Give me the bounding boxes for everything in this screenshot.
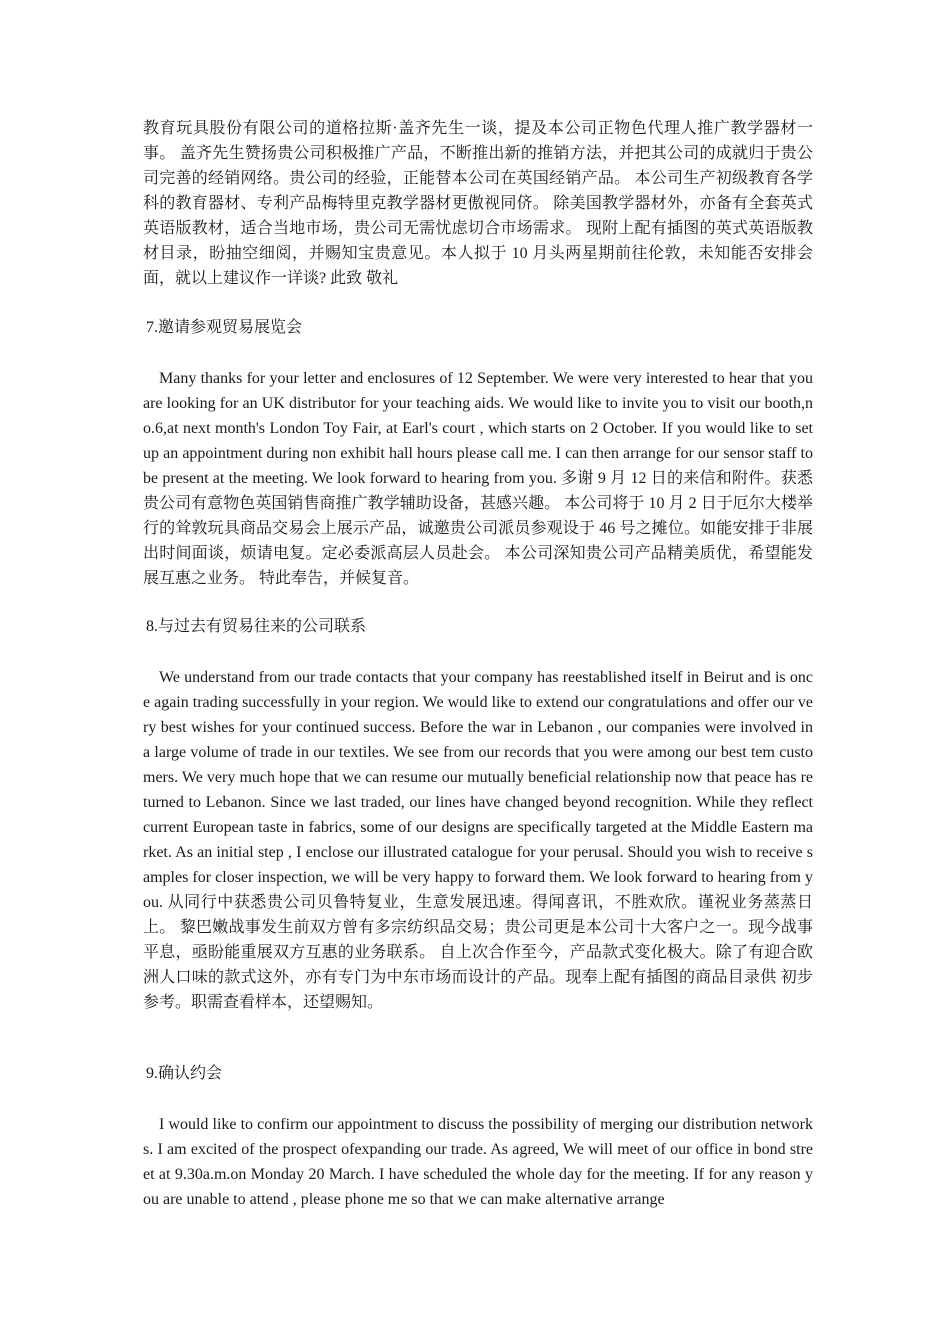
section-9-heading: 9.确认约会 xyxy=(146,1065,223,1082)
section-9-body: I would like to confirm our appointment to discuss the possibility of merging our distribution networks. I am excited of the prospect ofexpanding our trade. As agreed, We will meet of our office in bond street at 9.30a.m.on Monday 20 March. I have scheduled the whole day for the meeting. If for any reason you are unable to attend , please phone me so that we can make alternative arrange xyxy=(143,1116,813,1208)
intro-paragraph: 教育玩具股份有限公司的道格拉斯·盖齐先生一谈，提及本公司正物色代理人推广教学器材一事。 盖齐先生赞扬贵公司积极推广产品，不断推出新的推销方法，并把其公司的成就归于贵公司完善的经销网络。贵公司的经验，正能替本公司在英国经销产品。 本公司生产初级教育各学科的教育器材、专利产品梅特里克教学器材更傲视同侪。 除美国教学器材外，亦备有全套英式英语版教材，适合当地市场，贵公司无需忧虑切合市场需求。 现附上配有插图的英式英语版教材目录，盼抽空细阅，并赐知宝贵意见。本人拟于 10 月头两星期前往伦敦，未知能否安排会面，就以上建议作一详谈? 此致 敬礼 xyxy=(143,120,813,287)
section-8-heading: 8.与过去有贸易往来的公司联系 xyxy=(146,618,367,635)
section-7-body: Many thanks for your letter and enclosures of 12 September. We were very interested to hear that you are looking for an UK distributor for your teaching aids. We would like to invite you to visit our booth,no.6,at next month's London Toy Fair, at Earl's court , which starts on 2 October. If you would like to set up an appointment during non exhibit hall hours please call me. I can then arrange for our sensor staff to be present at the meeting. We look forward to hearing from you. 多谢 9 月 12 日的来信和附件。获悉贵公司有意物色英国销售商推广教学辅助设备，甚感兴趣。 本公司将于 10 月 2 日于厄尔大楼举行的耸敦玩具商品交易会上展示产品，诚邀贵公司派员参观设于 46 号之摊位。如能安排于非展出时间面谈，烦请电复。定必委派高层人员赴会。 本公司深知贵公司产品精美质优，希望能发展互惠之业务。 特此奉告，并候复音。 xyxy=(143,370,813,587)
section-8-body: We understand from our trade contacts that your company has reestablished itself in Beirut and is once again trading successfully in your region. We would like to extend our congratulations and offer our very best wishes for your continued success. Before the war in Lebanon , our companies were involved in a large volume of trade in our textiles. We see from our records that you were among our best tem customers. We very much hope that we can resume our mutually beneficial relationship now that peace has returned to Lebanon. Since we last traded, our lines have changed beyond recognition. While they reflect current European taste in fabrics, some of our designs are specifically targeted at the Middle Eastern market. As an initial step , I enclose our illustrated catalogue for your perusal. Should you wish to receive samples for closer inspection, we will be very happy to forward them. We look forward to hearing from you. 从同行中获悉贵公司贝鲁特复业，生意发展迅速。得闻喜讯，不胜欢欣。谨祝业务蒸蒸日上。 黎巴嫩战事发生前双方曾有多宗纺织品交易；贵公司更是本公司十大客户之一。现今战事平息，亟盼能重展双方互惠的业务联系。 自上次合作至今，产品款式变化极大。除了有迎合欧洲人口味的款式这外，亦有专门为中东市场而设计的产品。现奉上配有插图的商品目录供 初步参考。职需查看样本，还望赐知。 xyxy=(143,669,813,1011)
section-7-heading: 7.邀请参观贸易展览会 xyxy=(146,319,303,336)
